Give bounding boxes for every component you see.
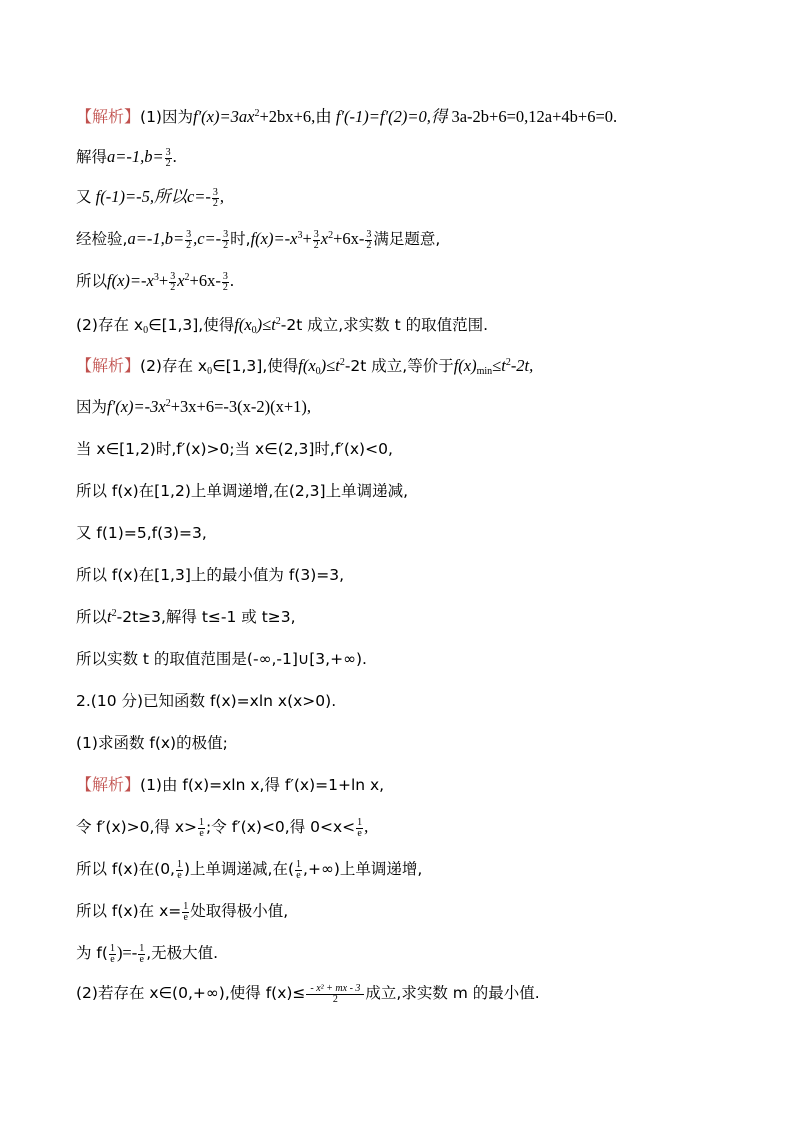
analysis-tag: 【解析】	[76, 107, 141, 126]
solution2-line-4: 所以 f(x)在[1,2)上单调递增,在(2,3]上单调递减,	[76, 482, 408, 500]
fraction: $\frac{3}{2}$	[165, 146, 171, 169]
problem-2-solution-line-1: 【解析】(1)由 f(x)=xln x,得 f′(x)=1+ln x,	[76, 775, 385, 794]
solution2-line-6: 所以 f(x)在[1,3]上的最小值为 f(3)=3,	[76, 566, 345, 584]
solution-line-1: 【解析】(1)因为$f'(x)=3ax^2+2bx+6$,由 f′(-1)=f′(2)=0,得 3a-2b+6=0,12a+4b+6=0.	[76, 107, 618, 126]
problem-2-solution-line-3: 所以 f(x)在(0, $\frac{1}{e}$ )上单调递减,在( $\frac{1}{e}$ ,+∞)上单调递增,	[76, 858, 423, 881]
solution-line-3: 又 f(-1)=-5,所以c=- $\frac{3}{2}$ ,	[76, 186, 225, 209]
solution-line-5: 所以$f(x)=-x^3+$ $\frac{3}{2}$ $x^2+6x-$ $\frac{3}{2}$ .	[76, 270, 234, 293]
solution2-line-8: 所以实数 t 的取值范围是(-∞,-1]∪[3,+∞).	[76, 650, 367, 668]
problem-2-part-1: (1)求函数 f(x)的极值;	[76, 734, 228, 752]
problem-2-solution-line-4: 所以 f(x)在 x= $\frac{1}{e}$ 处取得极小值,	[76, 900, 289, 923]
problem-2-part-2: (2)若存在 x∈(0,+∞),使得 f(x)≤ $\frac{\text{- x² + mx - 3}}{2}$ 成立,求实数 m 的最小值.	[76, 982, 540, 1005]
solution-line-2: 解得a=-1,b= $\frac{3}{2}$ .	[76, 146, 177, 169]
big-fraction: $\frac{\text{- x² + mx - 3}}{2}$	[306, 984, 364, 1005]
solution2-line-2: 因为$f'(x)=-3x^2+3x+6=-3(x-2)(x+1)$,	[76, 397, 312, 416]
solution2-line-7: 所以$t^2-2t\ge 3$,解得 t≤-1 或 t≥3,	[76, 607, 296, 626]
fraction: $\frac{3}{2}$	[212, 186, 218, 209]
solution2-line-5: 又 f(1)=5,f(3)=3,	[76, 524, 207, 542]
solution2-line-1: 【解析】(2)存在 $x_0\in[1,3]$,使得$f(x_0)\le t^2-2t$ 成立,等价于$f(x)_{min}\le t^2-2t$,	[76, 356, 534, 377]
solution2-line-3: 当 x∈[1,2)时,f′(x)>0;当 x∈(2,3]时,f′(x)<0,	[76, 440, 393, 458]
problem-2-solution-line-5: 为 f( $\frac{1}{e}$ )=- $\frac{1}{e}$ ,无极大值.	[76, 942, 219, 965]
problem-2-title: 2.(10 分)已知函数 f(x)=xln x(x>0).	[76, 692, 337, 710]
solution-line-4: 经检验,a=-1,b= $\frac{3}{2}$ ,c=- $\frac{3}{2}$ 时$,f(x)=-x^3+$ $\frac{3}{2}$ $x^2+6x-$ $\frac{3}{2}$ 满足题意,	[76, 228, 441, 251]
question-part-2: (2)存在 $x_0\in[1,3]$,使得$f(x_0)\le t^2-2t$ 成立,求实数 t 的取值范围.	[76, 315, 489, 336]
problem-2-solution-line-2: 令 f′(x)>0,得 x> $\frac{1}{e}$ ;令 f′(x)<0,得 0<x< $\frac{1}{e}$ ,	[76, 816, 369, 839]
